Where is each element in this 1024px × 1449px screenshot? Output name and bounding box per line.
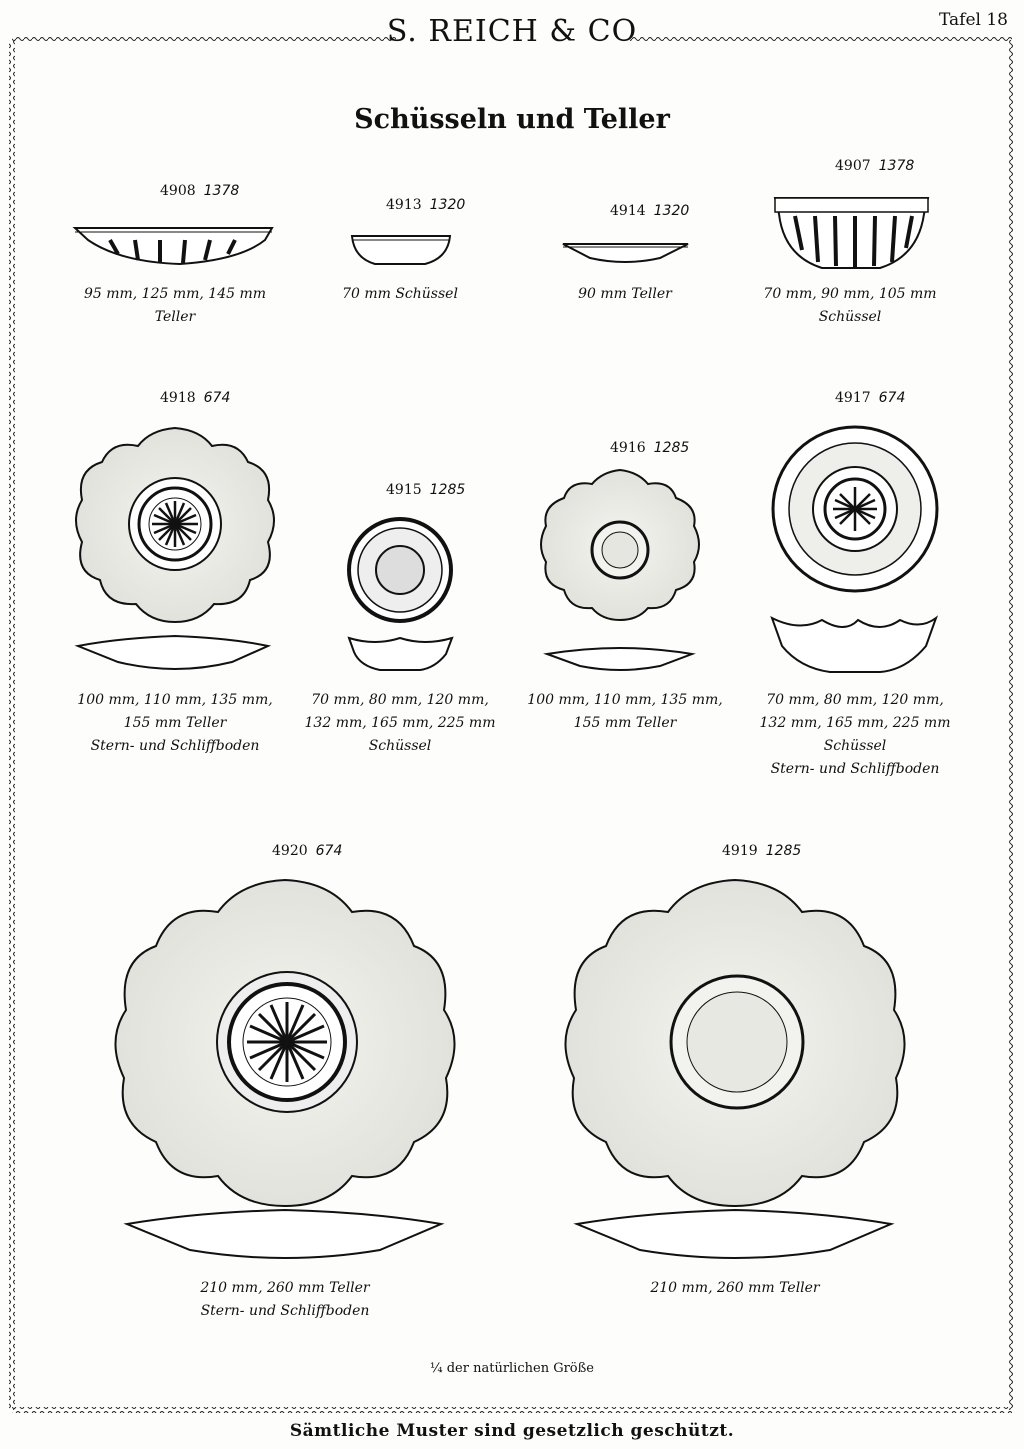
plate-4916-top <box>541 470 699 620</box>
item-number-4913: 4913 1320 <box>386 197 466 213</box>
bowl-4913-side <box>352 236 450 264</box>
bowl-4915-side <box>349 638 452 670</box>
copyright-footer: Sämtliche Muster sind gesetzlich geschützt. <box>289 1421 735 1441</box>
caption-4917: 70 mm, 80 mm, 120 mm, 132 mm, 165 mm, 225 mm Schüssel Stern- und Schliffboden <box>759 692 951 777</box>
plate-4918-side <box>78 636 268 669</box>
item-number-4916: 4916 1285 <box>610 440 690 456</box>
item-number-4919: 4919 1285 <box>722 843 802 859</box>
item-number-4917: 4917 674 <box>835 390 906 406</box>
bowl-4917-side <box>772 618 936 672</box>
caption-4913: 70 mm Schüssel <box>342 286 458 302</box>
caption-4918: 100 mm, 110 mm, 135 mm, 155 mm Teller Stern- und Schliffboden <box>77 692 273 754</box>
caption-4920: 210 mm, 260 mm Teller Stern- und Schliffboden <box>200 1280 370 1319</box>
plate-4920-side <box>127 1210 441 1258</box>
page-title: Schüsseln und Teller <box>354 104 670 135</box>
scale-note: ¼ der natürlichen Größe <box>430 1361 594 1376</box>
caption-4914: 90 mm Teller <box>578 286 672 302</box>
item-number-4908: 4908 1378 <box>160 183 240 199</box>
dish-4908-side <box>75 228 272 264</box>
company-name: S. REICH & CO <box>386 14 638 49</box>
caption-4908: 95 mm, 125 mm, 145 mm Teller <box>83 286 267 325</box>
plate-4920-top <box>115 880 454 1206</box>
item-number-4920: 4920 674 <box>272 843 343 859</box>
caption-4916: 100 mm, 110 mm, 135 mm, 155 mm Teller <box>527 692 723 731</box>
caption-4919: 210 mm, 260 mm Teller <box>650 1280 820 1296</box>
item-number-4914: 4914 1320 <box>610 203 690 219</box>
caption-4907: 70 mm, 90 mm, 105 mm Schüssel <box>763 286 937 325</box>
plate-4919-top <box>565 880 904 1206</box>
plate-4914-side <box>563 244 688 262</box>
plate-4918-top <box>76 428 274 622</box>
bowl-4917-top <box>773 427 937 591</box>
caption-4915: 70 mm, 80 mm, 120 mm, 132 mm, 165 mm, 225 mm Schüssel <box>304 692 496 754</box>
bowl-4915-top <box>349 519 451 621</box>
item-number-4907: 4907 1378 <box>835 158 915 174</box>
plate-4919-side <box>577 1210 891 1258</box>
plate-4916-side <box>547 648 692 670</box>
plate-number: Tafel 18 <box>939 10 1008 30</box>
bowl-4907-side <box>775 198 928 268</box>
item-number-4915: 4915 1285 <box>386 482 466 498</box>
item-number-4918: 4918 674 <box>160 390 231 406</box>
